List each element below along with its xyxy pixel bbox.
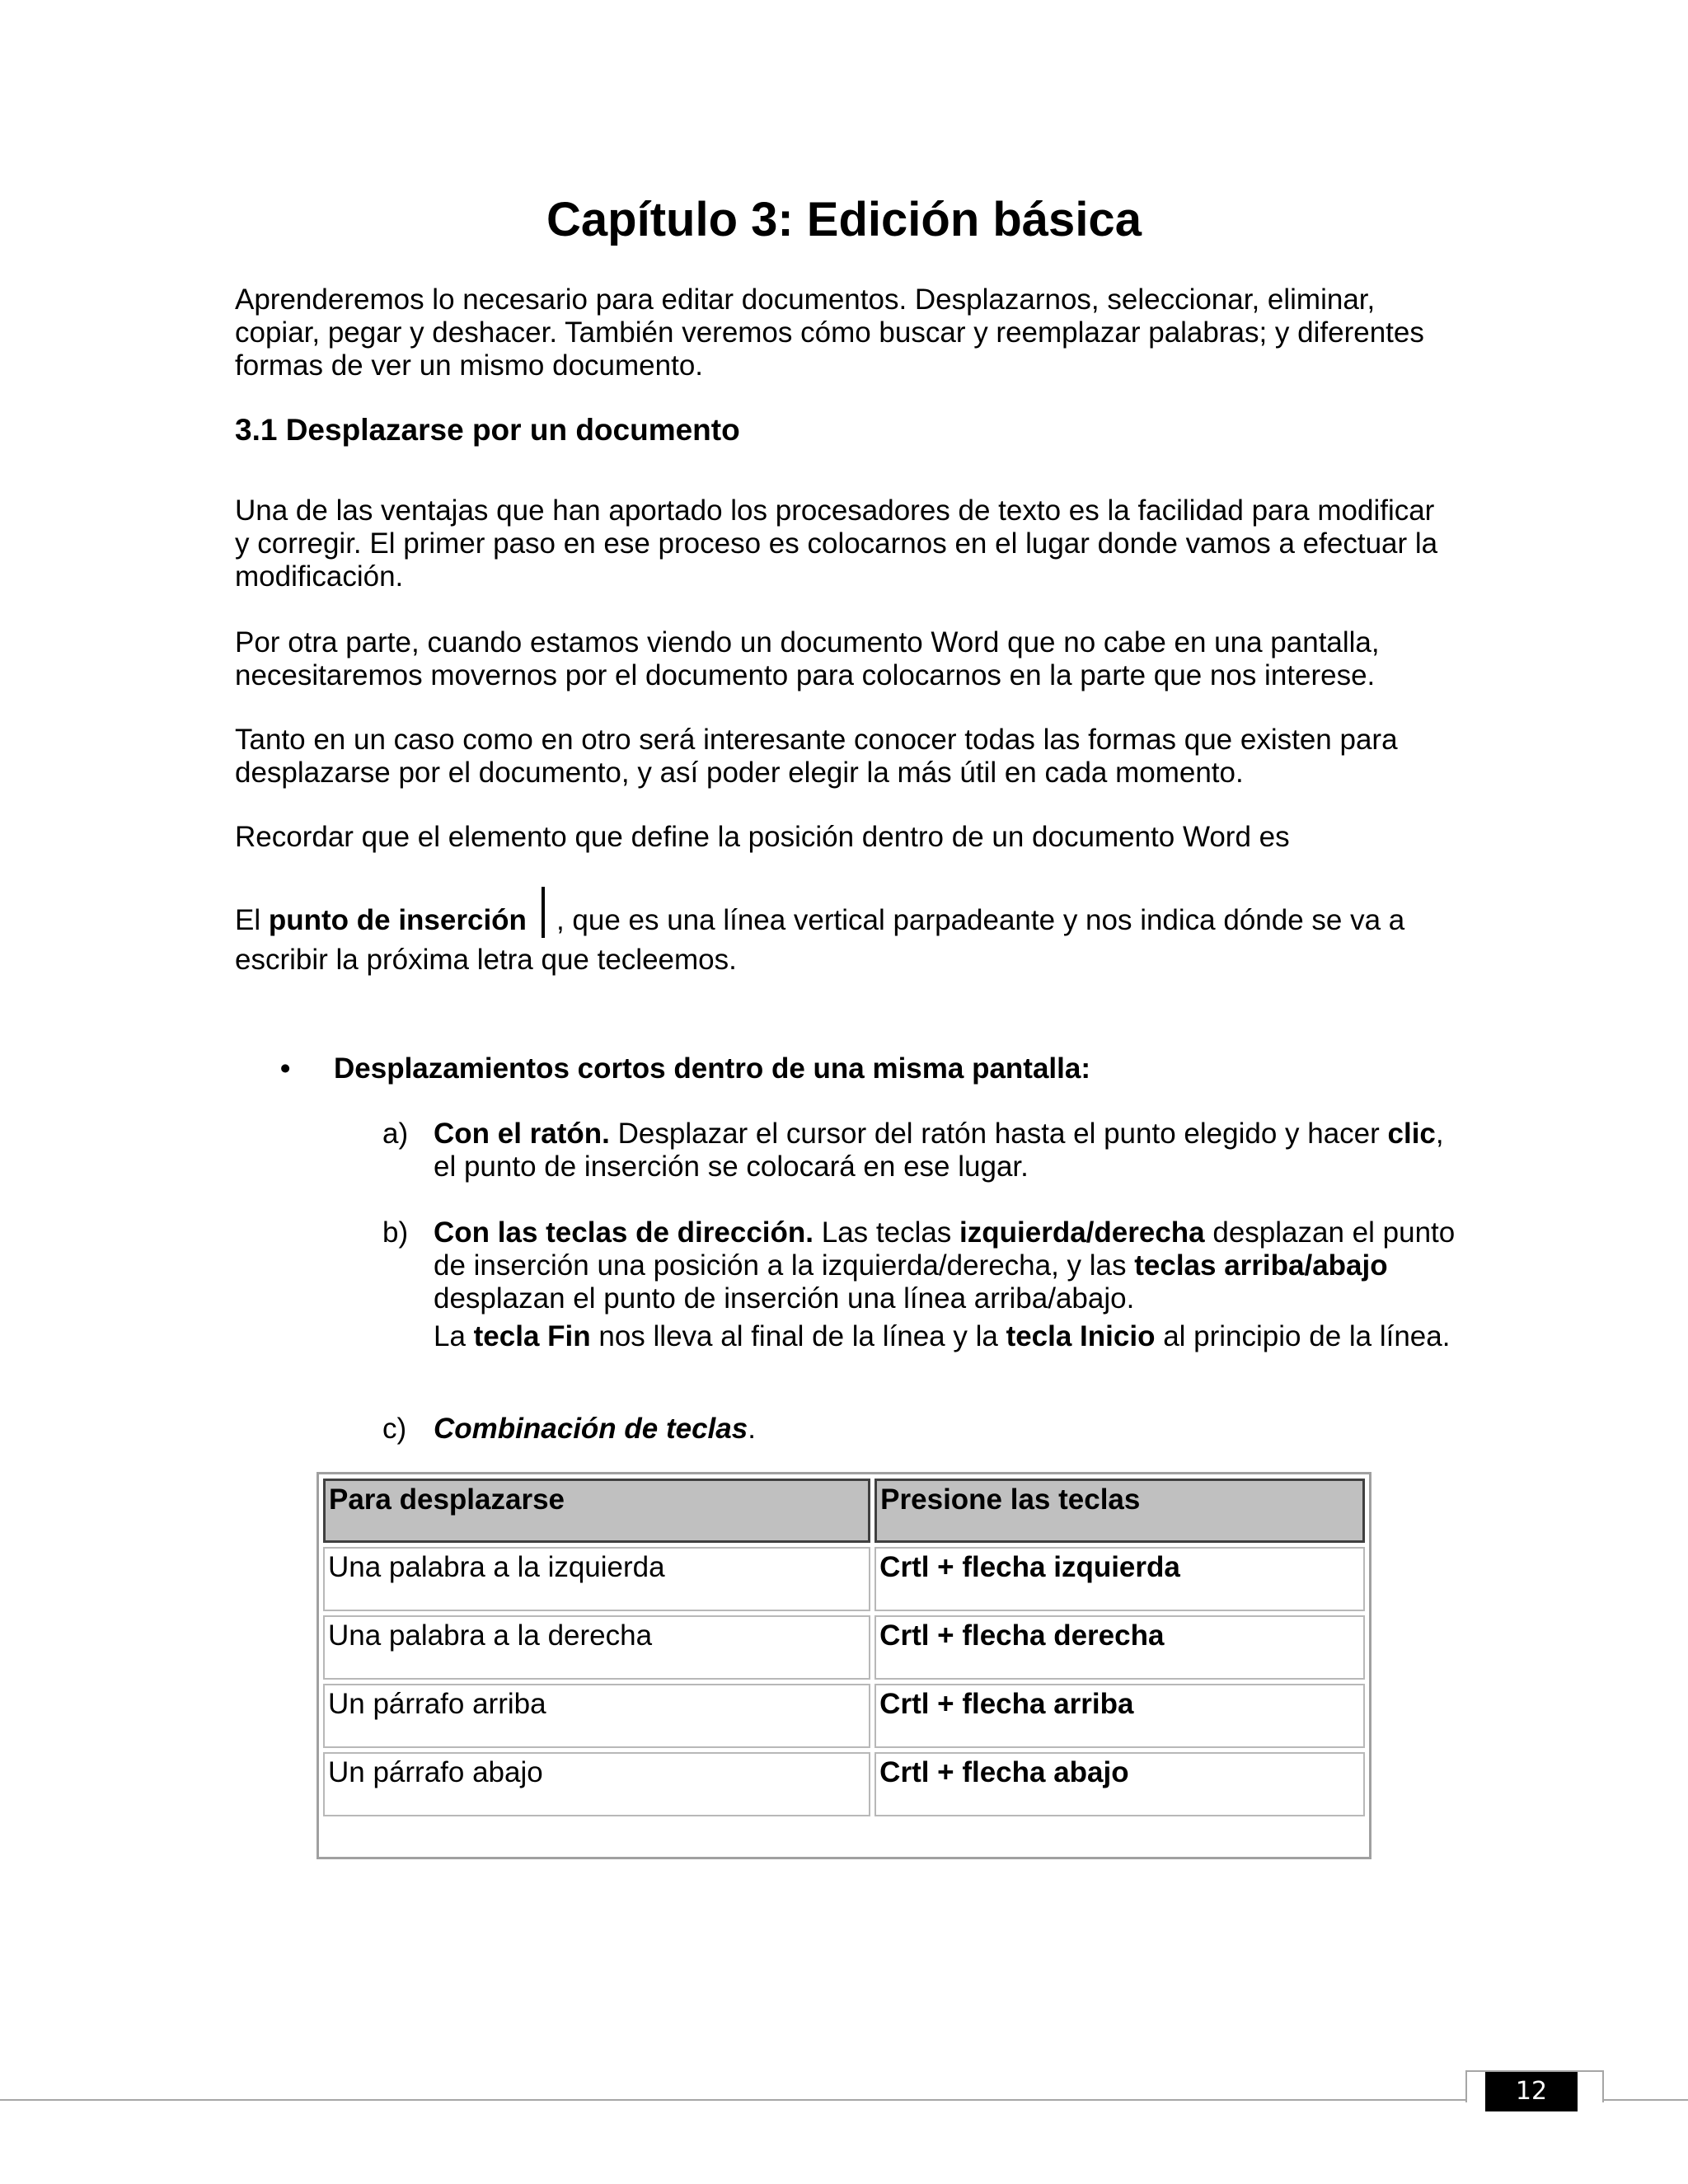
page-title: Capítulo 3: Edición básica: [546, 193, 1142, 246]
item-bold: izquierda/derecha: [959, 1216, 1205, 1249]
item-text: desplazan el punto de inserción una línea arriba/abajo.: [434, 1282, 1135, 1315]
item-text: nos lleva al final de la línea y la: [590, 1320, 1006, 1352]
table-cell: Una palabra a la izquierda: [323, 1547, 870, 1611]
item-text: La: [434, 1320, 474, 1352]
item-marker: c): [382, 1413, 407, 1445]
bullet-dot-icon: •: [280, 1052, 291, 1085]
item-text: Desplazar el cursor del ratón hasta el punto elegido y hacer: [609, 1118, 1388, 1150]
item-text: , el punto de inserción se colocará en ese lugar.: [434, 1118, 1444, 1183]
table-row: [323, 1615, 1365, 1680]
page-number: 12: [1485, 2072, 1578, 2111]
paragraph-5: [235, 887, 1455, 980]
paragraph-2: Por otra parte, cuando estamos viendo un documento Word que no cabe en una pantalla, necesitaremos movernos por el documento para colocarnos en la parte que nos interese.: [235, 626, 1380, 691]
table-cell: Una palabra a la derecha: [323, 1615, 870, 1680]
p5-rest: , que es una línea vertical parpadeante y nos indica dónde se va a escribir la próxima letra que tecleemos.: [235, 904, 1405, 976]
item-bold: clic: [1387, 1118, 1436, 1150]
insertion-cursor-icon: [542, 887, 545, 938]
item-text: al principio de la línea.: [1155, 1320, 1451, 1352]
item-body: [434, 1118, 1456, 1183]
item-body: [434, 1413, 1456, 1446]
item-body: [434, 1216, 1456, 1353]
table-cell: Crtl + flecha izquierda: [874, 1547, 1365, 1611]
item-bold: tecla Fin: [473, 1320, 591, 1352]
item-title: Combinación de teclas: [434, 1413, 748, 1445]
p5-lead: El: [235, 904, 269, 936]
item-marker: a): [382, 1118, 409, 1150]
intro-paragraph: Aprenderemos lo necesario para editar documentos. Desplazarnos, seleccionar, eliminar, copiar, pegar y deshacer. También veremos cómo buscar y reemplazar palabras; y diferentes formas de ver un mismo documento.: [235, 284, 1424, 382]
paragraph-4: Recordar que el elemento que define la posición dentro de un documento Word es: [235, 821, 1290, 853]
section-heading: 3.1 Desplazarse por un documento: [235, 413, 740, 447]
table-cell: Crtl + flecha arriba: [874, 1684, 1365, 1748]
table-cell: Crtl + flecha derecha: [874, 1615, 1365, 1680]
item-title: Con las teclas de dirección.: [434, 1216, 814, 1249]
shortcuts-table-grid: [319, 1474, 1369, 1821]
insertion-point-term: punto de inserción: [268, 904, 527, 936]
bullet-text: Desplazamientos cortos dentro de una misma pantalla:: [334, 1052, 1090, 1085]
item-title: Con el ratón.: [434, 1118, 610, 1150]
item-b-line-group-2: [434, 1320, 1456, 1353]
paragraph-1: Una de las ventajas que han aportado los procesadores de texto es la facilidad para modificar y corregir. El primer paso en ese proceso es colocarnos en el lugar donde vamos a efectuar la modificación.: [235, 494, 1438, 593]
table-row: [323, 1684, 1365, 1748]
table-header-row: [323, 1479, 1365, 1543]
table-row: [323, 1752, 1365, 1816]
item-text: desplazan el punto de inserción una posición a la izquierda/derecha, y las: [434, 1216, 1456, 1282]
table-cell: Crtl + flecha abajo: [874, 1752, 1365, 1816]
item-b-line-group-1: [434, 1216, 1456, 1315]
item-text: Las teclas: [814, 1216, 960, 1249]
table-row: [323, 1547, 1365, 1611]
item-bold: teclas arriba/abajo: [1134, 1249, 1388, 1282]
footer-rule: [0, 2099, 1688, 2101]
table-header-cell: Para desplazarse: [323, 1479, 870, 1543]
table-cell: Un párrafo arriba: [323, 1684, 870, 1748]
table-cell: Un párrafo abajo: [323, 1752, 870, 1816]
item-marker: b): [382, 1216, 409, 1249]
shortcuts-table: [316, 1472, 1372, 1859]
paragraph-3: Tanto en un caso como en otro será interesante conocer todas las formas que existen para desplazarse por el documento, y así poder elegir la más útil en cada momento.: [235, 724, 1398, 789]
item-text: .: [748, 1413, 756, 1445]
item-bold: tecla Inicio: [1006, 1320, 1156, 1352]
table-header-cell: Presione las teclas: [874, 1479, 1365, 1543]
